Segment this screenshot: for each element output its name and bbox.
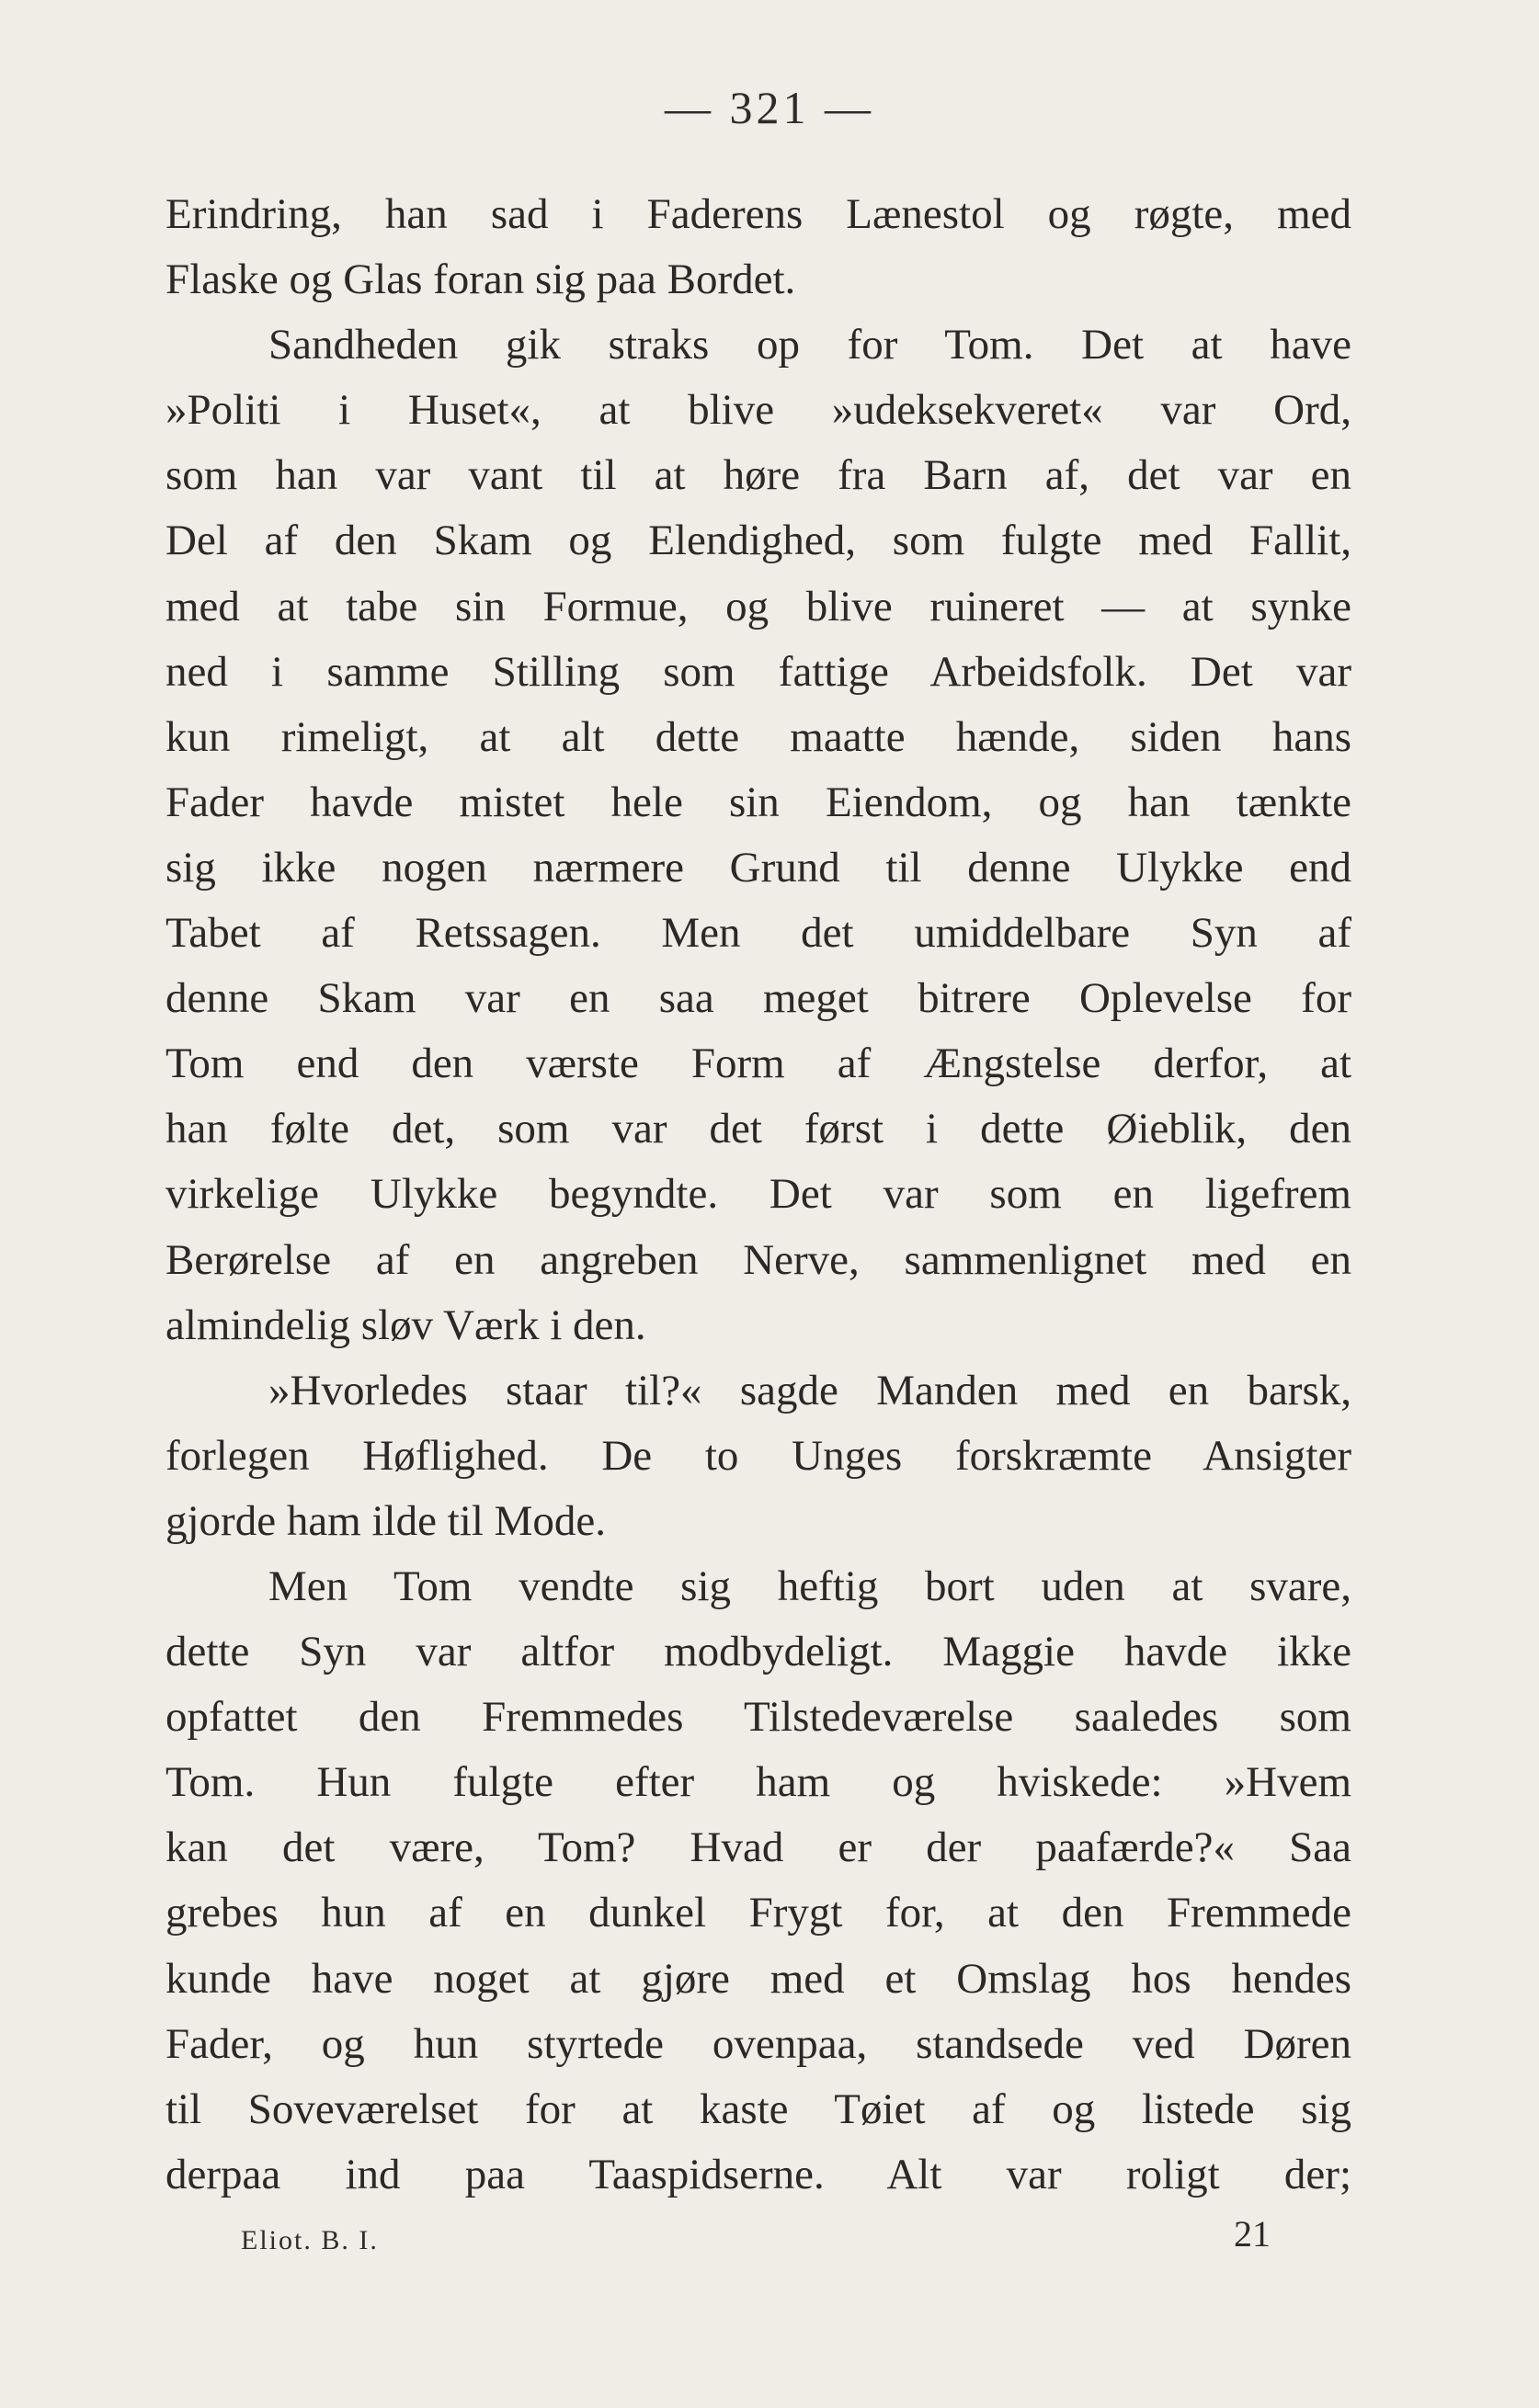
text-line: sig ikke nogen nærmere Grund til denne Ulykke end <box>165 843 1351 892</box>
text-line: dette Syn var altfor modbydeligt. Maggie havde ikke <box>165 1628 1351 1676</box>
text-line: grebes hun af en dunkel Frygt for, at den Fremmede <box>165 1889 1351 1937</box>
text-line: Erindring, han sad i Faderens Lænestol og røgte, med <box>165 190 1351 238</box>
text-line: forlegen Høflighed. De to Unges forskræmte Ansigter <box>165 1431 1351 1480</box>
text-line: Fader, og hun styrtede ovenpaa, standsede ved Døren <box>165 2019 1351 2068</box>
text-line: kan det være, Tom? Hvad er der paafærde?« Saa <box>165 1823 1351 1872</box>
text-line: med at tabe sin Formue, og blive ruineret — at synke <box>165 582 1351 630</box>
body-text <box>165 182 1351 2208</box>
text-line: denne Skam var en saa meget bitrere Oplevelse for <box>165 974 1351 1023</box>
text-line: gjorde ham ilde til Mode. <box>165 1496 607 1545</box>
sheet-number: 21 <box>1234 2213 1271 2255</box>
text-line: derpaa ind paa Taaspidserne. Alt var roligt der; <box>165 2150 1351 2198</box>
page-number: — 321 — <box>665 82 874 133</box>
text-line: Fader havde mistet hele sin Eiendom, og han tænkte <box>165 778 1351 826</box>
text-line: som han var vant til at høre fra Barn af, det var en <box>165 451 1351 500</box>
text-line: Men Tom vendte sig heftig bort uden at svare, <box>268 1562 1351 1610</box>
text-line: Flaske og Glas foran sig paa Bordet. <box>165 256 796 304</box>
text-line: kunde have noget at gjøre med et Omslag hos hendes <box>165 1954 1351 2003</box>
text-line: Berørelse af en angreben Nerve, sammenlignet med en <box>165 1235 1351 1284</box>
text-line: kun rimeligt, at alt dette maatte hænde, siden hans <box>165 712 1351 761</box>
text-line: Tom. Hun fulgte efter ham og hviskede: »Hvem <box>165 1758 1351 1807</box>
text-line: Del af den Skam og Elendighed, som fulgte med Fallit, <box>165 517 1351 565</box>
text-line: opfattet den Fremmedes Tilstedeværelse saaledes som <box>165 1693 1351 1742</box>
text-line: »Politi i Huset«, at blive »udeksekveret« var Ord, <box>165 386 1351 435</box>
text-line: ned i samme Stilling som fattige Arbeidsfolk. Det var <box>165 647 1351 696</box>
text-line: virkelige Ulykke begyndte. Det var som en ligefrem <box>165 1170 1351 1219</box>
printer-signature: Eliot. B. I. <box>241 2225 379 2255</box>
text-line: til Soveværelset for at kaste Tøiet af og listede sig <box>165 2084 1351 2133</box>
text-line: Tom end den værste Form af Ængstelse derfor, at <box>165 1039 1351 1088</box>
page-footer <box>241 2209 1271 2273</box>
text-line: Sandheden gik straks op for Tom. Det at have <box>268 321 1351 369</box>
text-line: almindelig sløv Værk i den. <box>165 1301 646 1349</box>
text-line: Tabet af Retssagen. Men det umiddelbare Syn af <box>165 909 1351 958</box>
text-line: »Hvorledes staar til?« sagde Manden med en barsk, <box>268 1366 1351 1414</box>
text-line: han følte det, som var det først i dette Øieblik, den <box>165 1105 1351 1153</box>
